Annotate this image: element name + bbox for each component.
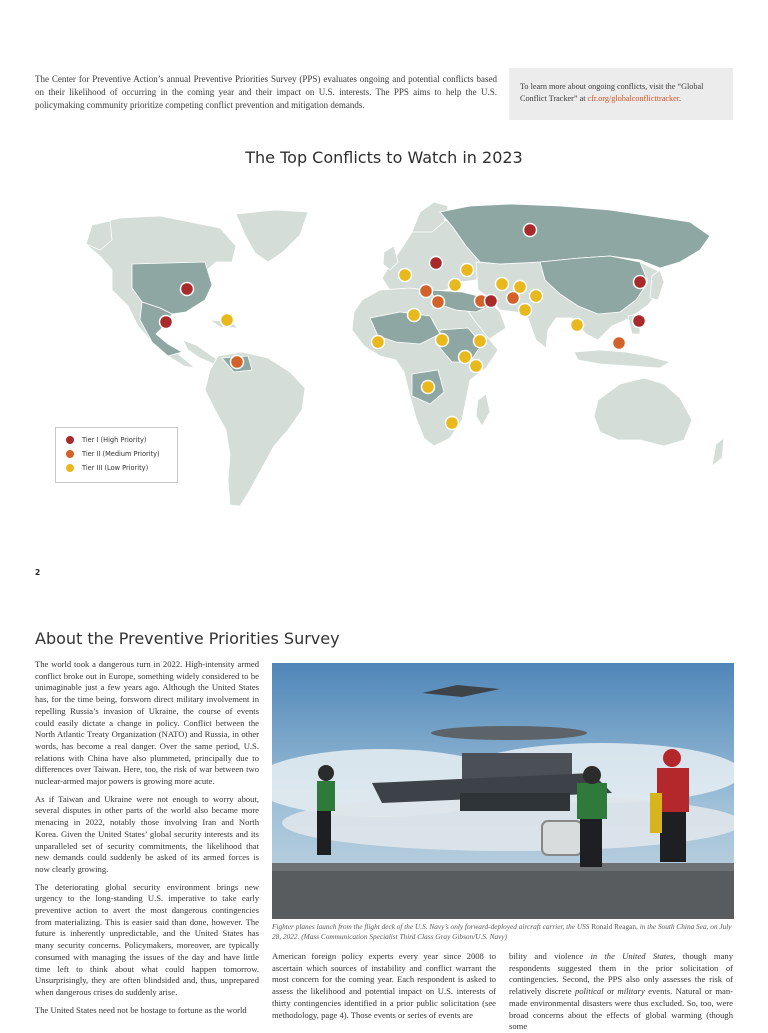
tier2-conflict-marker [613,337,626,350]
tier2-conflict-marker [432,296,445,309]
new-zealand-land [712,438,724,466]
caption-text: , in the South China Sea, on July 28, 2022. (Mass Communication Specialist Third Class Gray Gibson/U.S. Navy) [272,922,732,941]
body-text: events. Natural or man-made environmental disasters were thus excluded. So, too, were broad concerns about the effects of global warming (though some [509,986,733,1032]
map-legend [55,427,178,483]
body-text: bility and violence [509,951,591,961]
tier2-marker-icon [66,450,74,458]
tier3-conflict-marker [408,309,421,322]
body-emphasis: military [617,986,645,997]
tier1-conflict-marker [485,295,498,308]
page-number: 2 [35,568,41,577]
tier3-conflict-marker [436,334,449,347]
tier1-conflict-marker [430,257,443,270]
tier1-conflict-marker [160,316,173,329]
aircraft-carrier-photo [272,663,734,919]
tier1-conflict-marker [524,224,537,237]
left-column [35,659,259,1022]
caption-ship-name: Ronald Reagan [591,922,637,931]
body-text: , though many respondents suggested them in the prior solicitation of contingencies. Second, the PPS also only assesses the risk of relatively discrete [509,951,733,997]
tier3-marker-icon [66,464,74,472]
tier3-conflict-marker [446,417,459,430]
tier3-conflict-marker [496,278,509,291]
body-paragraph: The world took a dangerous turn in 2022. High-intensity armed conflict broke out in Europe, something widely considered to be unimaginable just a few years ago. Although the United States has, for the time being, forsworn direct military involvement in repelling Russia’s invasion of Ukraine, the course of events could easily dictate a change in policy. Conflict between the North Atlantic Treaty Organization (NATO) and Russia, in other words, has become a real danger. Over the same period, U.S. relations with China have also plummeted, principally due to differences over Taiwan. Here, too, the risk of war between two nuclear-armed major powers is growing more acute. [35,659,259,787]
body-emphasis: in the United States [590,951,674,961]
indonesia-land [574,350,670,368]
tier3-conflict-marker [221,314,234,327]
tier3-conflict-marker [459,351,472,364]
legend-label: Tier III (Low Priority) [82,464,149,472]
tier1-conflict-marker [634,276,647,289]
tier1-conflict-marker [181,283,194,296]
tier2-conflict-marker [507,292,520,305]
australia-land [594,378,692,446]
tier3-conflict-marker [449,279,462,292]
legend-item-tier2 [66,447,177,461]
body-paragraph: The United States need not be hostage to fortune as the world [35,1004,247,1015]
tier3-conflict-marker [422,381,435,394]
greenland-land [236,210,308,262]
legend-label: Tier II (Medium Priority) [82,450,160,458]
tracker-link[interactable]: cfr.org/globalconflicttracker [587,93,679,103]
tier3-conflict-marker [399,269,412,282]
body-paragraph: The deteriorating global security environment brings new urgency to the long-standing U.S. imperative to take early preventive action to avert the most dangerous contingencies from materializing. This is easier said than done, however. The future is inherently unpredictable, and the United States has many security concerns. Policymakers, moreover, are typically consumed with managing the issues of the day and have little time left to think about what could happen tomorrow. Unsurprisingly, they are often blindsided and, thus, unprepared when dangerous crises do suddenly arise. [35,881,259,997]
legend-item-tier3 [66,461,177,475]
madagascar-land [476,394,490,426]
callout-end: . [679,93,682,103]
body-text: or [603,986,618,997]
tier3-conflict-marker [519,304,532,317]
tracker-callout [509,68,733,120]
tier1-conflict-marker [633,315,646,328]
tier2-conflict-marker [231,356,244,369]
intro-paragraph: The Center for Preventive Action’s annual Preventive Priorities Survey (PPS) evaluates ongoing and potential conflicts based on their likelihood of occurring in the coming year and their impact on U.S. interests. The PPS aims to help the U.S. policymaking community prioritize competing conflict prevention and mitigation demands. [35,74,497,110]
tier3-conflict-marker [461,264,474,277]
tier3-conflict-marker [530,290,543,303]
legend-item-tier1 [66,433,177,447]
right-column [509,951,733,1033]
middle-column [272,951,496,1021]
body-emphasis: political [574,986,604,997]
callout-text: To learn more about ongoing conflicts, visit the “Global Conflict Tracker” at [520,82,704,103]
body-paragraph: As if Taiwan and Ukraine were not enough to worry about, several disputes in other parts of the world also became more menacing in 2022, notably those involving Iran and North Korea. Given the United States’ global security interests and its unparalleled set of security commitments, the likelihood that new demands could suddenly be asked of its armed forces is now clearly growing. [35,793,259,874]
tier1-marker-icon [66,436,74,444]
tier3-conflict-marker [470,360,483,373]
section-title: About the Preventive Priorities Survey [35,629,340,648]
tier3-conflict-marker [474,335,487,348]
tier3-conflict-marker [571,319,584,332]
photo-caption [272,922,734,941]
map-title: The Top Conflicts to Watch in 2023 [245,148,523,167]
body-paragraph: American foreign policy experts every year since 2008 to ascertain which sources of instability and conflict warrant the most concern for the coming year. Each respondent is asked to assess the likelihood and potential impact on U.S. interests of thirty contingencies identified in a prior public solicitation (see methodology, page 4). Those events or series of events are [272,951,496,1020]
legend-label: Tier I (High Priority) [82,436,147,444]
south-america-land [205,352,305,506]
tier3-conflict-marker [372,336,385,349]
tier2-conflict-marker [420,285,433,298]
caption-text: Fighter planes launch from the flight deck of the U.S. Navy’s only forward-deployed aircraft carrier, the USS [272,922,592,931]
body-paragraph [509,951,733,1033]
